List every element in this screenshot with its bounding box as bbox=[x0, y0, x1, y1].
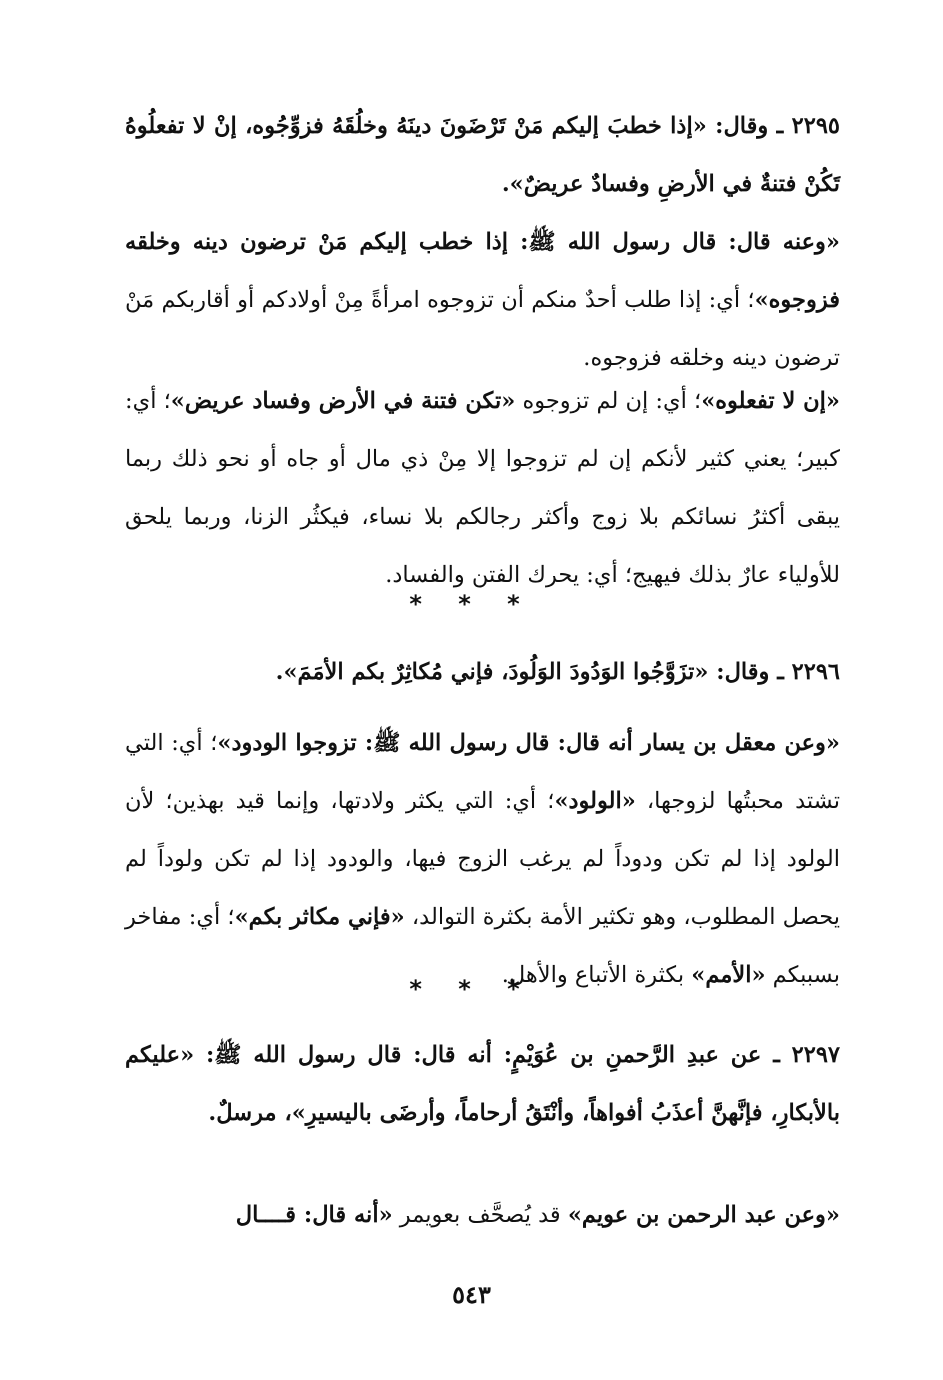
section-separator: * * * bbox=[409, 975, 534, 1003]
quoted-phrase: «أنه قال: قــــال bbox=[235, 1202, 393, 1228]
explanation-text: ؛ أي: إن لم تزوجوه bbox=[515, 388, 702, 414]
hadith-2297 bbox=[125, 1026, 840, 1142]
page-number: ٥٤٣ bbox=[452, 1280, 491, 1309]
commentary-paragraph bbox=[125, 372, 840, 604]
hadith-2297-text: ٢٢٩٧ ـ عن عبدِ الرَّحمنِ بن عُوَيْمٍ: أنه قال: قال رسول الله ﷺ: «عليكم بالأبكارِ، فإنَّهنَّ أعذَبُ أفواهاً، وأنْتَقُ أرحاماً، وأرضَى باليسيرِ»، مرسلٌ. bbox=[125, 1042, 840, 1126]
explanation-text: ؛ أي: مفاخر بسببكم bbox=[125, 904, 840, 988]
explanation-text: ؛ أي: إذا طلب أحدٌ منكم أن تزوجوه امرأةً مِنْ أولادكم أو أقاربكم مَنْ ترضون دينه وخلقه فزوجوه. bbox=[125, 287, 840, 371]
section-separator: * * * bbox=[409, 590, 534, 618]
commentary-2295-paragraph-2 bbox=[125, 372, 840, 604]
quoted-phrase: «فإني مكاثر بكم» bbox=[234, 904, 405, 930]
explanation-text: قد يُصحَّف بعويمر bbox=[392, 1202, 568, 1228]
explanation-text: ؛ أي: التي تشتد محبتُها لزوجها، bbox=[125, 730, 840, 814]
commentary-2295-paragraph-1 bbox=[125, 213, 840, 387]
explanation-text: بكثرة الأتباع والأهل. bbox=[501, 962, 692, 988]
quoted-hadith: «وعن معقل بن يسار أنه قال: قال رسول الله ﷺ: تزوجوا الودود» bbox=[217, 730, 840, 756]
commentary-paragraph bbox=[125, 714, 840, 1004]
commentary-paragraph bbox=[125, 213, 840, 387]
commentary-paragraph bbox=[125, 1186, 840, 1244]
hadith-2295-text: ٢٢٩٥ ـ وقال: «إذا خطبَ إليكم مَنْ تَرْضَونَ دينَهُ وخلُقَهُ فزوِّجُوه، إنْ لا تفعلُوهُ تَكُنْ فتنةٌ في الأرضِ وفسادٌ عريضٌ». bbox=[125, 113, 840, 197]
hadith-2296-text: ٢٢٩٦ ـ وقال: «تزَوَّجُوا الوَدُودَ الوَلُودَ، فإني مُكاثِرٌ بكم الأمَمَ». bbox=[275, 659, 840, 685]
quoted-phrase: «تكن فتنة في الأرض وفساد عريض» bbox=[170, 388, 516, 414]
quoted-hadith: «وعنه قال: قال رسول الله ﷺ: إذا خطب إليكم مَنْ ترضون دينه وخلقه فزوجوه» bbox=[125, 229, 840, 313]
explanation-text: ؛ أي: التي يكثر ولادتها، وإنما قيد بهذين؛ لأن الولود إذا لم تكن ودوداً لم يرغب الزوج فيها، والودود إذا لم تكن ولوداً لم يحصل المطلوب، وهو تكثير الأمة بكثرة التوالد، bbox=[125, 788, 841, 930]
commentary-2297 bbox=[125, 1186, 840, 1244]
quoted-phrase: «إن لا تفعلوه» bbox=[701, 388, 840, 414]
explanation-text: ؛ أي: كبير؛ يعني كثير لأنكم إن لم تزوجوا إلا مِنْ ذي مال أو جاه أو نحو ذلك ربما يبقى أكثرُ نسائكم بلا زوج وأكثر رجالكم بلا نساء، فيكثُر الزنا، وربما يلحق للأولياء عارٌ بذلك فيهيج؛ أي: يحرك الفتن والفساد. bbox=[125, 388, 840, 588]
quoted-phrase: «الولود» bbox=[554, 788, 636, 814]
hadith-2296 bbox=[125, 643, 840, 701]
commentary-2296 bbox=[125, 714, 840, 1004]
quoted-phrase: «الأمم» bbox=[691, 962, 766, 988]
hadith-2295 bbox=[125, 97, 840, 213]
quoted-phrase: «وعن عبد الرحمن بن عويم» bbox=[567, 1202, 840, 1228]
